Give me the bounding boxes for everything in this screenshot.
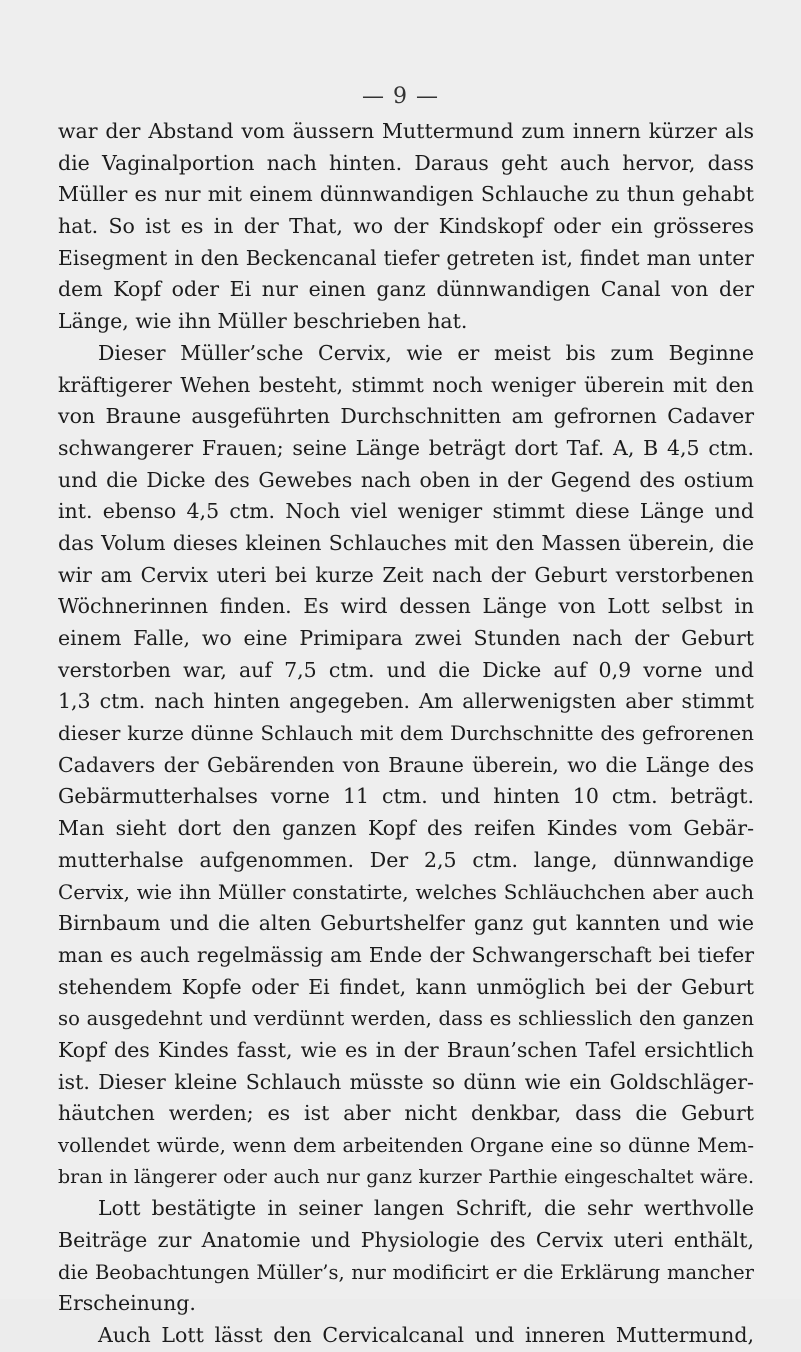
text-line: war der Abstand vom äussern Muttermund zum innern kürzer als bbox=[58, 119, 754, 143]
text-line: Man sieht dort den ganzen Kopf des reifen Kindes vom Gebär- bbox=[58, 816, 754, 841]
text-line: dieser kurze dünne Schlauch mit dem Durchschnitte des gefrorenen bbox=[58, 722, 754, 746]
text-line: Beiträge zur Anatomie und Physiologie des Cervix uteri enthält, bbox=[58, 1228, 754, 1253]
text-line: so ausgedehnt und verdünnt werden, dass es schliesslich den ganzen bbox=[58, 1007, 754, 1031]
text-line: schwangerer Frauen; seine Länge beträgt dort Taf. A, B 4,5 ctm. bbox=[58, 435, 754, 460]
text-line: einem Falle, wo eine Primipara zwei Stunden nach der Geburt bbox=[58, 626, 754, 650]
body-text bbox=[58, 116, 754, 1352]
text-line: Länge, wie ihn Müller beschrieben hat. bbox=[58, 309, 468, 334]
text-line: man es auch regelmässig am Ende der Schwangerschaft bei tiefer bbox=[58, 942, 754, 967]
text-line: Kopf des Kindes fasst, wie es in der Braun’schen Tafel ersichtlich bbox=[58, 1037, 754, 1062]
text-line: wir am Cervix uteri bei kurze Zeit nach der Geburt verstorbenen bbox=[58, 562, 754, 587]
text-line: häutchen werden; es ist aber nicht denkbar, dass die Geburt bbox=[58, 1101, 754, 1126]
text-line: Cervix, wie ihn Müller constatirte, welches Schläuchchen aber auch bbox=[58, 879, 754, 904]
text-line: Gebärmutterhalses vorne 11 ctm. und hinten 10 ctm. beträgt. bbox=[58, 784, 754, 809]
text-line: ist. Dieser kleine Schlauch müsste so dünn wie ein Goldschläger- bbox=[58, 1069, 754, 1094]
text-line: verstorben war, auf 7,5 ctm. und die Dicke auf 0,9 vorne und bbox=[58, 657, 754, 682]
text-line: Birnbaum und die alten Geburtshelfer ganz gut kannten und wie bbox=[58, 911, 754, 936]
text-line: Eisegment in den Beckencanal tiefer getreten ist, findet man unter bbox=[58, 245, 754, 270]
text-line: Müller es nur mit einem dünnwandigen Schlauche zu thun gehabt bbox=[58, 182, 754, 207]
text-line: stehendem Kopfe oder Ei findet, kann unmöglich bei der Geburt bbox=[58, 974, 754, 999]
text-line: hat. So ist es in der That, wo der Kindskopf oder ein grösseres bbox=[58, 214, 754, 239]
text-line: die Vaginalportion nach hinten. Daraus geht auch hervor, dass bbox=[58, 150, 754, 175]
text-line: Auch Lott lässt den Cervicalcanal und inneren Muttermund, bbox=[98, 1323, 754, 1348]
page-number: — 9 — bbox=[362, 84, 439, 109]
text-line: Wöchnerinnen finden. Es wird dessen Länge von Lott selbst in bbox=[58, 594, 754, 619]
text-line: bran in längerer oder auch nur ganz kurzer Parthie eingeschaltet wäre. bbox=[58, 1165, 754, 1188]
text-line: Cadavers der Gebärenden von Braune überein, wo die Länge des bbox=[58, 752, 754, 777]
text-line: und die Dicke des Gewebes nach oben in der Gegend des ostium bbox=[58, 467, 754, 492]
text-line: vollendet würde, wenn dem arbeitenden Organe eine so dünne Mem- bbox=[58, 1134, 754, 1157]
text-line: von Braune ausgeführten Durchschnitten am gefrornen Cadaver bbox=[58, 404, 754, 429]
text-line: Dieser Müller’sche Cervix, wie er meist bis zum Beginne bbox=[98, 340, 754, 365]
text-line: Erscheinung. bbox=[58, 1291, 196, 1316]
text-line: 1,3 ctm. nach hinten angegeben. Am allerwenigsten aber stimmt bbox=[58, 689, 754, 714]
text-line: int. ebenso 4,5 ctm. Noch viel weniger stimmt diese Länge und bbox=[58, 499, 754, 524]
text-line: dem Kopf oder Ei nur einen ganz dünnwandigen Canal von der bbox=[58, 277, 754, 302]
text-line: mutterhalse aufgenommen. Der 2,5 ctm. lange, dünnwandige bbox=[58, 847, 754, 872]
text-line: das Volum dieses kleinen Schlauches mit den Massen überein, die bbox=[58, 530, 754, 555]
text-line: kräftigerer Wehen besteht, stimmt noch weniger überein mit den bbox=[58, 372, 754, 397]
text-line: Lott bestätigte in seiner langen Schrift, die sehr werthvolle bbox=[98, 1196, 754, 1221]
text-line: die Beobachtungen Müller’s, nur modificirt er die Erklärung mancher bbox=[58, 1260, 754, 1284]
